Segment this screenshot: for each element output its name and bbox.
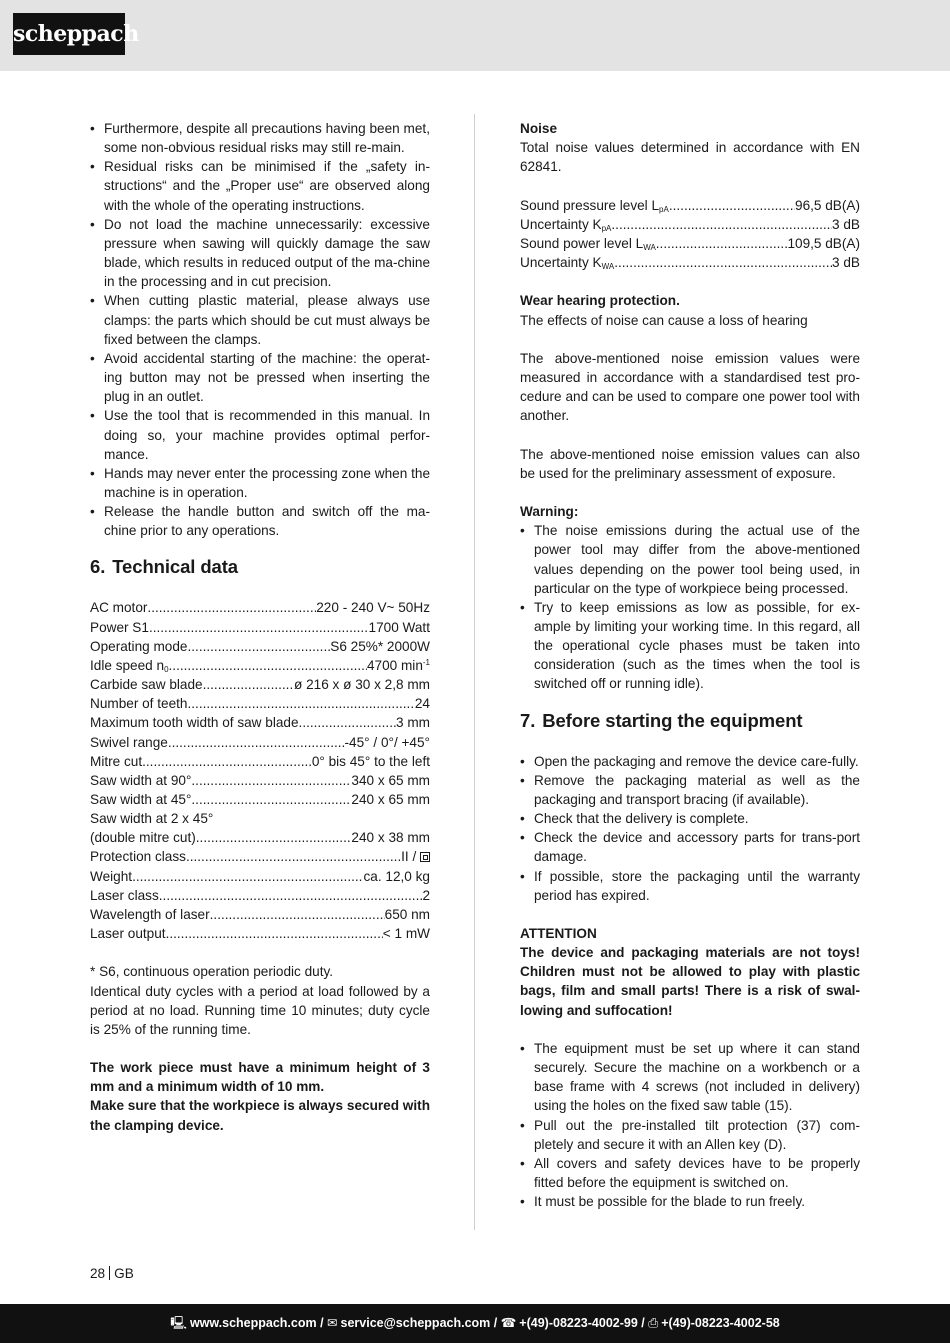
- list-item: • All covers and safety devices have to be properly fitted before the equipment is switched on.: [520, 1154, 860, 1192]
- website-link[interactable]: www.scheppach.com /: [189, 1316, 324, 1330]
- spec-label: Wavelength of laser: [90, 906, 210, 922]
- spec-label: Uncertainty $K_{pA}$: [520, 216, 612, 233]
- setup-list: [520, 1039, 860, 1211]
- spec-row: [90, 886, 430, 905]
- spec-label: Saw width at 90°: [90, 772, 192, 788]
- spec-value: 24: [414, 696, 430, 712]
- spec-value: S6 25%* 2000W: [330, 638, 430, 654]
- spec-label: Maximum tooth width of saw blade: [90, 715, 299, 731]
- spec-label: Operating mode: [90, 638, 188, 654]
- list-item: • Pull out the pre-installed tilt protection (37) com-pletely and secure it with an Allen key (D).: [520, 1116, 860, 1154]
- list-item: • Hands may never enter the processing zone when the machine is in operation.: [90, 464, 430, 502]
- list-item: • Avoid accidental starting of the machine: the operat-ing button may not be pressed when inserting the plug in an outlet.: [90, 349, 430, 406]
- spec-value: ø 216 x ø 30 x 2,8 mm: [294, 677, 430, 693]
- spec-label: Carbide saw blade: [90, 677, 203, 693]
- section-7-heading: [520, 709, 860, 733]
- section-title: Technical data: [112, 556, 238, 578]
- spec-label: Uncertainty $K_{WA}$: [520, 255, 615, 272]
- duty-cycle-text: Identical duty cycles with a period at load followed by a period at no load. Running time 10 minutes; duty cycle is 25% of the running time.: [90, 983, 430, 1037]
- spec-row: [90, 752, 430, 771]
- spec-value: 0° bis 45° to the left: [311, 753, 430, 769]
- list-item: • Open the packaging and remove the device care-fully.: [520, 752, 860, 771]
- spec-row: [520, 215, 860, 234]
- hearing-heading: Wear hearing protection.: [520, 293, 680, 309]
- spec-row: Saw width at 2 x 45°: [90, 811, 214, 827]
- spec-row: [90, 694, 430, 713]
- spec-value: 340 x 65 mm: [351, 772, 430, 788]
- spec-row: [90, 771, 430, 790]
- spec-label: Swivel range: [90, 734, 168, 750]
- spec-row: [90, 713, 430, 732]
- spec-label: Number of teeth: [90, 696, 188, 712]
- list-item: • It must be possible for the blade to run freely.: [520, 1192, 860, 1211]
- spec-label: Laser output: [90, 926, 166, 942]
- spec-row: [90, 790, 430, 809]
- fax-icon: ⎙: [648, 1316, 659, 1330]
- phone-number: +(49)-08223-4002-99 /: [519, 1316, 645, 1330]
- list-item: • Try to keep emissions as low as possible, for ex-ample by limiting your working time. In this regard, all the operational cycle phases must be taken into consideration (such as the times when the tool is switched off or running idle).: [520, 598, 860, 694]
- attention-heading: ATTENTION: [520, 926, 597, 941]
- email-link[interactable]: service@scheppach.com /: [340, 1316, 498, 1330]
- spec-row: [90, 637, 430, 656]
- list-item: • Furthermore, despite all precautions having been met, some non-obvious residual risks may still re-main.: [90, 119, 430, 157]
- spec-row: [520, 196, 860, 215]
- left-column: [90, 119, 430, 1135]
- list-item: • Release the handle button and switch off the ma-chine prior to any operations.: [90, 502, 430, 540]
- list-item: • Check that the delivery is complete.: [520, 809, 860, 828]
- spec-label: Power S1: [90, 619, 149, 635]
- column-divider: [474, 114, 475, 1230]
- phone-icon: ☎: [500, 1316, 517, 1330]
- spec-value: 3 dB: [832, 255, 860, 271]
- list-item: • Check the device and accessory parts for trans-port damage.: [520, 828, 860, 866]
- noise-text: Total noise values determined in accordance with EN 62841.: [520, 140, 860, 175]
- spec-row: [90, 656, 430, 675]
- page-number-value: 28: [90, 1266, 106, 1281]
- noise-values-table: [520, 196, 860, 273]
- spec-label: AC motor: [90, 600, 148, 616]
- spec-value: 240 x 38 mm: [351, 830, 430, 846]
- warning-heading: Warning:: [520, 504, 579, 520]
- computer-icon: 🖳: [170, 1316, 187, 1330]
- fax-number: +(49)-08223-4002-58: [661, 1316, 780, 1330]
- spec-value: 1700 Watt: [368, 619, 430, 635]
- section-6-heading: [90, 555, 430, 579]
- spec-value: 220 - 240 V~ 50Hz: [316, 600, 430, 616]
- spec-label: Saw width at 45°: [90, 792, 192, 807]
- list-item: • When cutting plastic material, please always use clamps: the parts which should be cut must always be fixed between the clamps.: [90, 291, 430, 348]
- spec-value: 2: [422, 887, 430, 903]
- section-number: 7.: [520, 709, 536, 731]
- spec-value: II /: [401, 847, 430, 866]
- spec-value: 4700 $\min^{-1}$: [366, 657, 430, 673]
- list-item: • Residual risks can be minimised if the „safety in-structions“ and the „Proper use“ are observed along with the whole of the operating instructions.: [90, 157, 430, 214]
- spec-value: 3 mm: [396, 715, 430, 731]
- spec-label: (double mitre cut): [90, 830, 196, 846]
- top-bar: [0, 0, 950, 71]
- spec-value: 109,5 dB(A): [787, 235, 860, 251]
- protection-class-ii-icon: [420, 852, 430, 862]
- technical-data-table: [90, 598, 430, 943]
- spec-row: [520, 234, 860, 253]
- right-column: [520, 119, 860, 1211]
- footer-bar: [0, 1304, 950, 1343]
- clamping-note: Make sure that the workpiece is always secured with the clamping device.: [90, 1098, 430, 1133]
- list-item: • The noise emissions during the actual use of the power tool may differ from the above-mentioned values depending on the power tool being used, in particular on the type of workpiece being processed.: [520, 521, 860, 598]
- mail-icon: ✉: [327, 1316, 338, 1330]
- spec-row: [90, 867, 430, 886]
- section-number: 6.: [90, 556, 106, 578]
- spec-label: Protection class: [90, 849, 186, 865]
- list-item: • The equipment must be set up where it can stand securely. Secure the machine on a workbench or a base frame with 4 screws (not included in delivery) using the holes on the fixed saw table (15).: [520, 1039, 860, 1116]
- warning-list: [520, 521, 860, 693]
- spec-row: [90, 733, 430, 752]
- spec-row: [90, 598, 430, 617]
- noise-heading: Noise: [520, 121, 558, 136]
- spec-label: Sound power level $L_{WA}$: [520, 235, 656, 252]
- residual-risk-list: [90, 119, 430, 540]
- spec-row: [90, 847, 430, 866]
- page-number: [90, 1264, 134, 1283]
- section-title: Before starting the equipment: [542, 709, 803, 731]
- list-item: • If possible, store the packaging until the warranty period has expired.: [520, 867, 860, 905]
- spec-row: [90, 828, 430, 847]
- spec-label: Mitre cut: [90, 753, 143, 769]
- attention-text: The device and packaging materials are not toys! Children must not be allowed to play with plastic bags, film and small parts! There is a risk of swal-lowing and suffocation!: [520, 945, 860, 1018]
- spec-label: Sound pressure level $L_{pA}$: [520, 197, 669, 214]
- spec-value: 96,5 dB(A): [795, 197, 860, 213]
- spec-label: Idle speed $n_0$: [90, 657, 169, 674]
- emission-text: The above-mentioned noise emission values can also be used for the preliminary assessment of exposure.: [520, 446, 860, 481]
- spec-row: [90, 675, 430, 694]
- language-code: GB: [114, 1266, 134, 1281]
- list-item: • Use the tool that is recommended in this manual. In doing so, your machine provides optimal perfor-mance.: [90, 406, 430, 463]
- list-item: • Remove the packaging material as well as the packaging and transport bracing (if available).: [520, 771, 860, 809]
- brand-logo: scheppach: [13, 13, 125, 55]
- spec-row: [90, 905, 430, 924]
- spec-value: 650 nm: [384, 906, 430, 922]
- hearing-text: The effects of noise can cause a loss of hearing: [520, 312, 808, 328]
- emission-text: The above-mentioned noise emission values were measured in accordance with a standardised test pro-cedure and can be used to compare one power tool with another.: [520, 350, 860, 424]
- footnote: * S6, continuous operation periodic duty.: [90, 964, 334, 980]
- workpiece-note: The work piece must have a minimum height of 3 mm and a minimum width of 10 mm.: [90, 1060, 430, 1095]
- spec-value: ca. 12,0 kg: [363, 868, 430, 884]
- before-start-list: [520, 752, 860, 905]
- list-item: • Do not load the machine unnecessarily: excessive pressure when sawing will quickly damage the saw blade, which results in reduced output of the ma-chine in the processing and in cut precision.: [90, 215, 430, 292]
- spec-label: Laser class: [90, 887, 159, 903]
- spec-row: [90, 618, 430, 637]
- spec-value: 3 dB: [832, 216, 860, 232]
- spec-row: [520, 253, 860, 272]
- spec-row: [90, 924, 430, 943]
- spec-value: < 1 mW: [382, 926, 430, 942]
- spec-value: -45° / 0°/ +45°: [344, 734, 430, 750]
- spec-label: Weight: [90, 868, 133, 884]
- spec-value: 240 x 65 mm: [351, 792, 430, 807]
